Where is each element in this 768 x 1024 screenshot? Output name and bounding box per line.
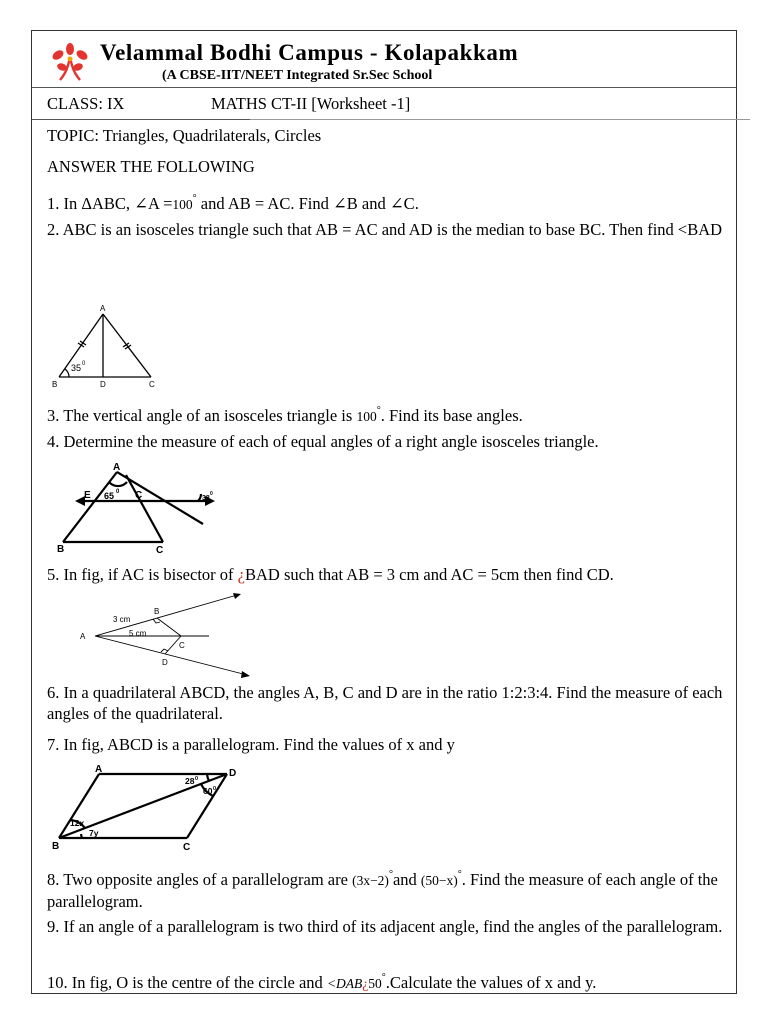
figure-isosceles-triangle <box>51 302 161 390</box>
svg-text:65: 65 <box>104 491 115 501</box>
svg-text:0: 0 <box>116 489 120 495</box>
svg-text:B: B <box>52 380 58 389</box>
school-logo-icon <box>48 43 92 83</box>
svg-text:28: 28 <box>185 776 195 786</box>
svg-text:A: A <box>80 632 86 641</box>
svg-text:D: D <box>162 658 168 667</box>
class-label: CLASS: IX <box>47 94 125 113</box>
question-9: 9. If an angle of a parallelogram is two third of its adjacent angle, find the angles of the parallelogram. <box>47 917 723 936</box>
question-8: 8. Two opposite angles of a parallelogram are (3x−2)°and (50−x)°. Find the measure of each angle of the parallelogram. <box>47 869 718 911</box>
svg-text:38: 38 <box>202 495 210 502</box>
svg-text:60: 60 <box>203 786 213 796</box>
question-4: 4. Determine the measure of each of equal angles of a right angle isosceles triangle. <box>47 432 599 451</box>
school-name: Velammal Bodhi Campus - Kolapakkam <box>100 40 519 65</box>
svg-text:B: B <box>57 544 65 555</box>
svg-text:3 cm: 3 cm <box>113 615 131 624</box>
figure-parallel-lines-triangle <box>53 460 223 555</box>
svg-text:C: C <box>149 380 155 389</box>
svg-text:D: D <box>100 380 106 389</box>
svg-text:C: C <box>135 490 143 501</box>
school-tagline: (A CBSE-IIT/NEET Integrated Sr.Sec School <box>162 68 433 83</box>
figure-angle-bisector <box>47 591 257 679</box>
topic-row <box>32 119 736 151</box>
instruction: ANSWER THE FOLLOWING <box>47 157 255 176</box>
svg-text:12x: 12x <box>70 818 85 828</box>
svg-text:D: D <box>229 768 237 779</box>
question-1: 1. In ΔABC, ∠A =100° and AB = AC. Find ∠B and ∠C. <box>47 193 419 213</box>
question-7: 7. In fig, ABCD is a parallelogram. Find the values of x and y <box>47 735 455 754</box>
question-5: 5. In fig, if AC is bisector of ¿BAD such that AB = 3 cm and AC = 5cm then find CD. <box>47 565 614 584</box>
svg-text:7y: 7y <box>89 828 99 838</box>
question-2: 2. ABC is an isosceles triangle such that AB = AC and AD is the median to base BC. Then find <BAD <box>47 220 723 239</box>
worksheet-frame <box>31 30 737 994</box>
figure-parallelogram <box>51 762 256 852</box>
svg-text:A: A <box>100 304 106 313</box>
svg-text:A: A <box>113 462 121 473</box>
class-row <box>32 87 736 119</box>
svg-text:C: C <box>156 545 164 555</box>
question-10: 10. In fig, O is the centre of the circle and <DAB¿50°.Calculate the values of x and y. <box>47 972 597 992</box>
svg-text:B: B <box>52 841 60 852</box>
svg-text:E: E <box>84 490 91 501</box>
svg-text:A: A <box>95 764 103 775</box>
svg-text:0: 0 <box>82 361 86 367</box>
divider-line <box>250 119 750 120</box>
svg-text:0: 0 <box>195 776 199 782</box>
svg-text:B: B <box>154 607 160 616</box>
svg-text:0: 0 <box>210 491 213 497</box>
question-3: 3. The vertical angle of an isosceles triangle is 100°. Find its base angles. <box>47 405 523 425</box>
svg-text:35: 35 <box>71 363 82 373</box>
topic-label: TOPIC: Triangles, Quadrilaterals, Circles <box>47 126 322 145</box>
svg-text:5 cm: 5 cm <box>129 629 147 638</box>
question-6: 6. In a quadrilateral ABCD, the angles A, B, C and D are in the ratio 1:2:3:4. Find the measure of each angles of the quadrilateral. <box>47 683 723 723</box>
svg-text:0: 0 <box>213 786 217 792</box>
test-label: MATHS CT-II [Worksheet -1] <box>211 94 411 113</box>
school-header <box>32 31 736 86</box>
svg-text:C: C <box>179 641 185 650</box>
svg-text:C: C <box>183 842 191 852</box>
